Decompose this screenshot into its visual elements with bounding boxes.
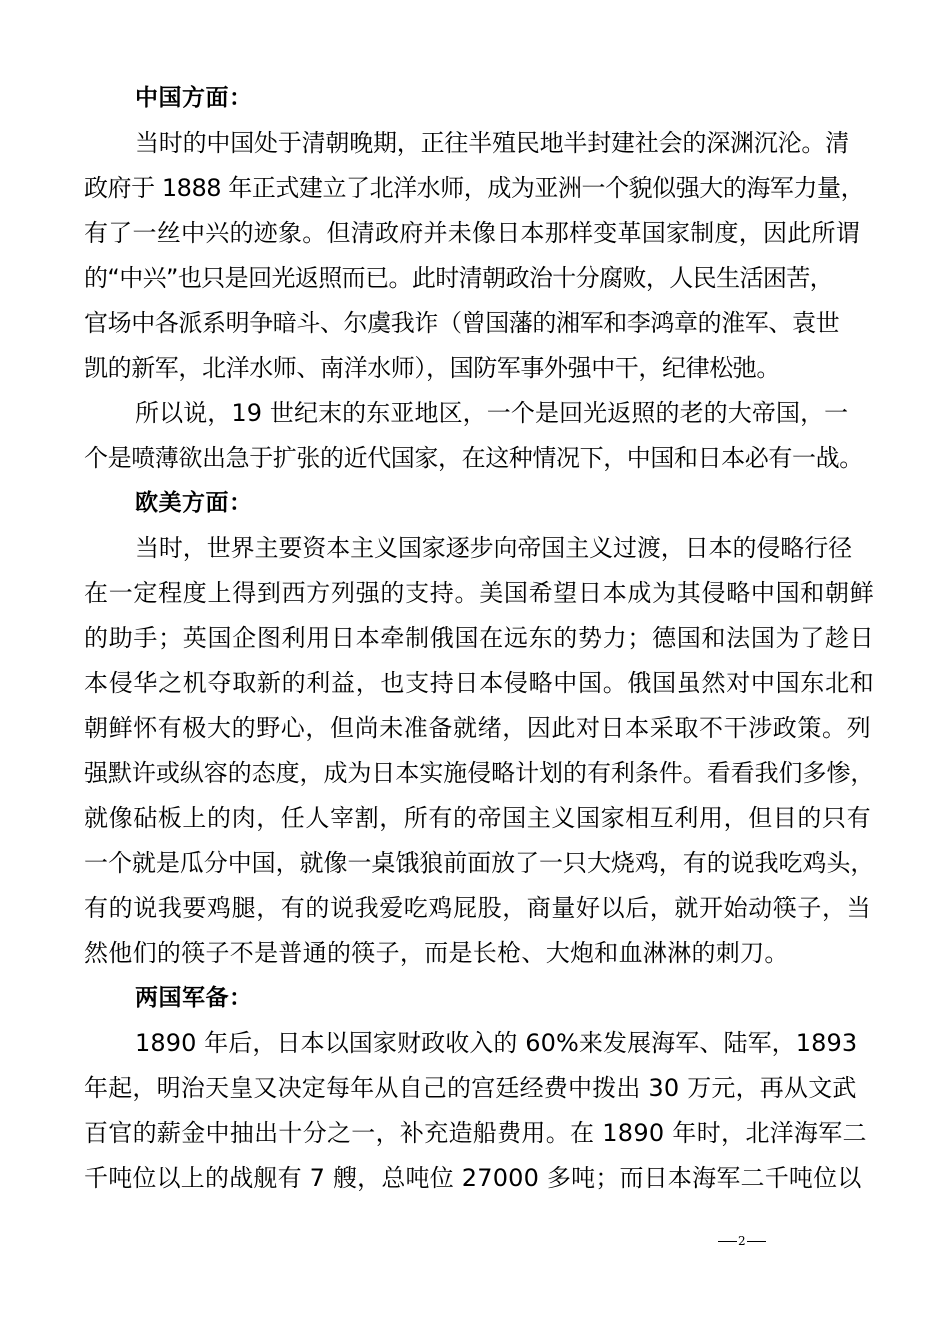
text-line: 朝鲜怀有极大的野心，但尚未准备就绪，因此对日本采取不干涉政策。列: [84, 714, 872, 742]
text-line: 千吨位以上的战舰有 7 艘，总吨位 27000 多吨；而日本海军二千吨位以: [84, 1164, 862, 1192]
text-line: 官场中各派系明争暗斗、尔虞我诈（曾国藩的湘军和李鸿章的淮军、袁世: [84, 309, 840, 337]
text-line: 有的说我要鸡腿，有的说我爱吃鸡屁股，商量好以后，就开始动筷子，当: [84, 894, 872, 922]
text-line: 当时，世界主要资本主义国家逐步向帝国主义过渡，日本的侵略行径: [135, 534, 852, 562]
text-line: 有了一丝中兴的迹象。但清政府并未像日本那样变革国家制度，因此所谓: [84, 219, 860, 247]
page-number-dash-right: [747, 1241, 766, 1242]
text-line: 凯的新军，北洋水师、南洋水师），国防军事外强中干，纪律松弛。: [84, 354, 780, 382]
section-heading-west: 欧美方面：: [135, 490, 253, 516]
page-number-dash-left: [718, 1241, 737, 1242]
text-line: 当时的中国处于清朝晚期，正往半殖民地半封建社会的深渊沉沦。清: [135, 129, 849, 157]
text-line: 在一定程度上得到西方列强的支持。美国希望日本成为其侵略中国和朝鲜: [84, 579, 875, 607]
paragraph-west-situation: [84, 526, 874, 976]
text-line: 的助手；英国企图利用日本牵制俄国在远东的势力；德国和法国为了趁日: [84, 624, 875, 652]
text-line: 本侵华之机夺取新的利益，也支持日本侵略中国。俄国虽然对中国东北和: [84, 669, 875, 697]
paragraph-china-conclusion: [84, 391, 874, 481]
text-line: 1890 年后，日本以国家财政收入的 60%来发展海军、陆军，1893: [135, 1029, 858, 1057]
text-line: 百官的薪金中抽出十分之一，补充造船费用。在 1890 年时，北洋海军二: [84, 1119, 867, 1147]
text-line: 强默许或纵容的态度，成为日本实施侵略计划的有利条件。看看我们多惨，: [84, 759, 875, 787]
text-line: 然他们的筷子不是普通的筷子，而是长枪、大炮和血淋淋的刺刀。: [84, 939, 789, 967]
text-line: 一个就是瓜分中国，就像一桌饿狼前面放了一只大烧鸡，有的说我吃鸡头，: [84, 849, 875, 877]
text-line: 政府于 1888 年正式建立了北洋水师，成为亚洲一个貌似强大的海军力量，: [84, 174, 865, 202]
text-line: 的“中兴”也只是回光返照而已。此时清朝政治十分腐败，人民生活困苦，: [84, 264, 834, 292]
text-line: 年起，明治天皇又决定每年从自己的宫廷经费中拨出 30 万元，再从文武: [84, 1074, 857, 1102]
text-line: 就像砧板上的肉，任人宰割，所有的帝国主义国家相互利用，但目的只有: [84, 804, 872, 832]
section-heading-china: 中国方面：: [135, 85, 253, 111]
page-number: [717, 1232, 767, 1250]
section-heading-military: 两国军备：: [135, 985, 253, 1011]
text-line: 所以说，19 世纪末的东亚地区，一个是回光返照的老的大帝国，一: [135, 399, 849, 427]
page-number-value: 2: [738, 1234, 746, 1248]
paragraph-china-situation: [84, 121, 874, 391]
text-line: 个是喷薄欲出急于扩张的近代国家，在这种情况下，中国和日本必有一战。: [84, 444, 863, 472]
document-body: [84, 76, 874, 1201]
paragraph-military: [84, 1021, 874, 1201]
